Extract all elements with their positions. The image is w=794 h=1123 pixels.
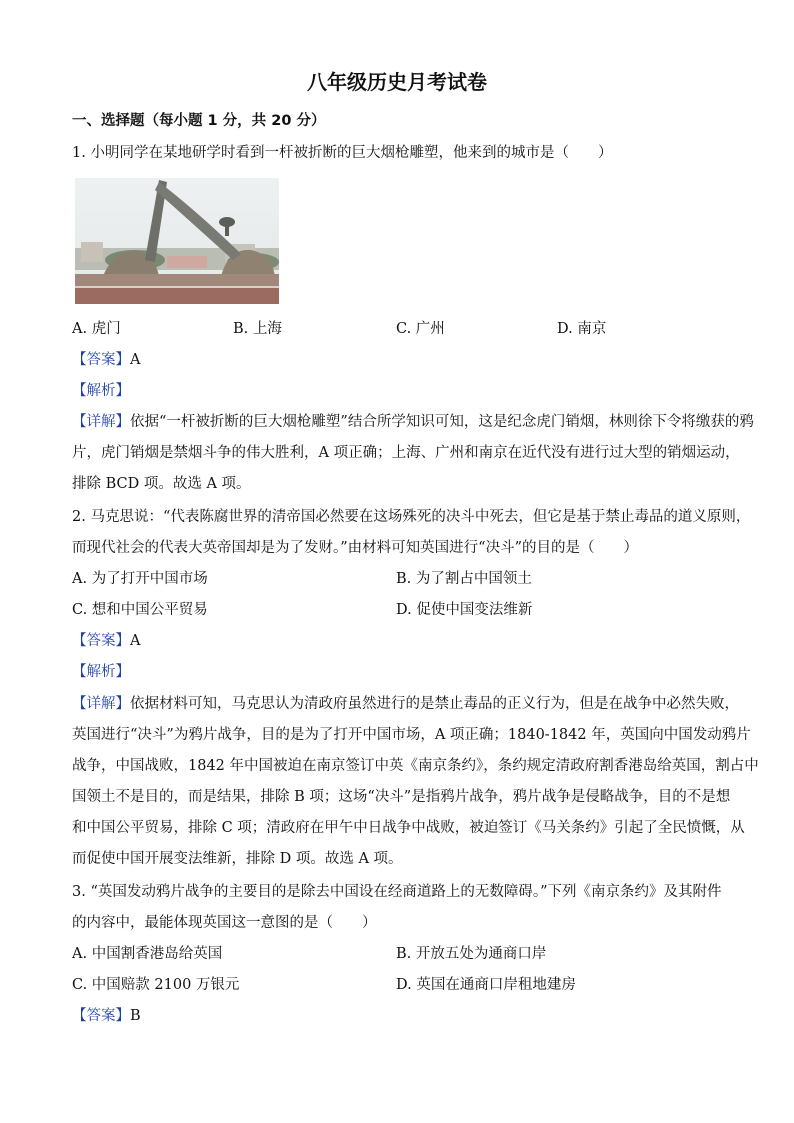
- question-3-option-c: C. 中国赔款 2100 万银元: [72, 977, 240, 993]
- answer-value: A: [130, 633, 141, 649]
- question-3-answer: [72, 1004, 732, 1025]
- question-2-analysis-tag: 【解析】: [72, 664, 130, 680]
- question-2-detail-line: 战争，中国战败，1842 年中国被迫在南京签订中英《南京条约》，条约规定清政府割香港岛给英国，割占中: [72, 758, 759, 774]
- question-1-option-d: D. 南京: [557, 321, 607, 337]
- question-1-option-c: C. 广州: [396, 321, 445, 337]
- detail-text: 依据“一杆被折断的巨大烟枪雕塑”结合所学知识可知，这是纪念虎门销烟，林则徐下令将缴获的鸦: [130, 414, 754, 430]
- answer-value: A: [130, 352, 141, 368]
- detail-tag: 【详解】: [72, 414, 130, 430]
- question-2-option-b: B. 为了割占中国领土: [396, 571, 532, 587]
- answer-value: B: [130, 1008, 141, 1024]
- question-1-option-a: A. 虎门: [72, 321, 121, 337]
- question-2-option-a: A. 为了打开中国市场: [72, 571, 208, 587]
- question-2-stem: 2. 马克思说：“代表陈腐世界的清帝国必然要在这场殊死的决斗中死去，但它是基于禁止毒品的道义原则，: [72, 509, 751, 525]
- question-1-detail-line: [72, 410, 754, 431]
- answer-tag: 【答案】: [72, 352, 130, 368]
- question-1-answer: [72, 348, 732, 369]
- question-3-option-b: B. 开放五处为通商口岸: [396, 946, 547, 962]
- question-1-stem: 1. 小明同学在某地研学时看到一杆被折断的巨大烟枪雕塑，他来到的城市是（ ）: [72, 145, 613, 161]
- detail-tag: 【详解】: [72, 696, 130, 712]
- question-2-detail-line: 英国进行“决斗”为鸦片战争，目的是为了打开中国市场，A 项正确；1840-1842 年，英国向中国发动鸦片: [72, 727, 751, 743]
- question-1-analysis-tag: 【解析】: [72, 383, 130, 399]
- question-2-detail-line: 国领土不是目的，而是结果，排除 B 项；这场“决斗”是指鸦片战争，鸦片战争是侵略战争，目的不是想: [72, 789, 731, 805]
- question-3-option-d: D. 英国在通商口岸租地建房: [396, 977, 576, 993]
- question-2-option-c: C. 想和中国公平贸易: [72, 602, 208, 618]
- answer-tag: 【答案】: [72, 633, 130, 649]
- question-3-option-a: A. 中国割香港岛给英国: [72, 946, 223, 962]
- question-2-detail-line: [72, 692, 739, 713]
- question-1-detail-line: 片，虎门销烟是禁烟斗争的伟大胜利，A 项正确；上海、广州和南京在近代没有进行过大型的销烟运动，: [72, 445, 740, 461]
- question-2-option-d: D. 促使中国变法维新: [396, 602, 533, 618]
- question-2-detail-line: 和中国公平贸易，排除 C 项；清政府在甲午中日战争中战败，被迫签订《马关条约》引起了全民愤慨，从: [72, 820, 745, 836]
- opium-pipe-sculpture-photo: [75, 178, 279, 304]
- exam-title: 八年级历史月考试卷: [307, 70, 487, 94]
- question-1-option-b: B. 上海: [233, 321, 282, 337]
- answer-tag: 【答案】: [72, 1008, 130, 1024]
- detail-text: 依据材料可知，马克思认为清政府虽然进行的是禁止毒品的正义行为，但是在战争中必然失败，: [130, 696, 739, 712]
- question-3-stem: 3. “英国发动鸦片战争的主要目的是除去中国设在经商道路上的无数障碍。”下列《南京条约》及其附件: [72, 884, 722, 900]
- question-1-detail-line: 排除 BCD 项。故选 A 项。: [72, 476, 251, 492]
- question-2-detail-line: 而促使中国开展变法维新，排除 D 项。故选 A 项。: [72, 851, 403, 867]
- section-heading-choice: 一、选择题（每小题 1 分，共 20 分）: [72, 113, 326, 129]
- question-2-answer: [72, 629, 732, 650]
- question-3-stem: 的内容中，最能体现英国这一意图的是（ ）: [72, 915, 377, 931]
- question-2-stem: 而现代社会的代表大英帝国却是为了发财。”由材料可知英国进行“决斗”的目的是（ ）: [72, 540, 638, 556]
